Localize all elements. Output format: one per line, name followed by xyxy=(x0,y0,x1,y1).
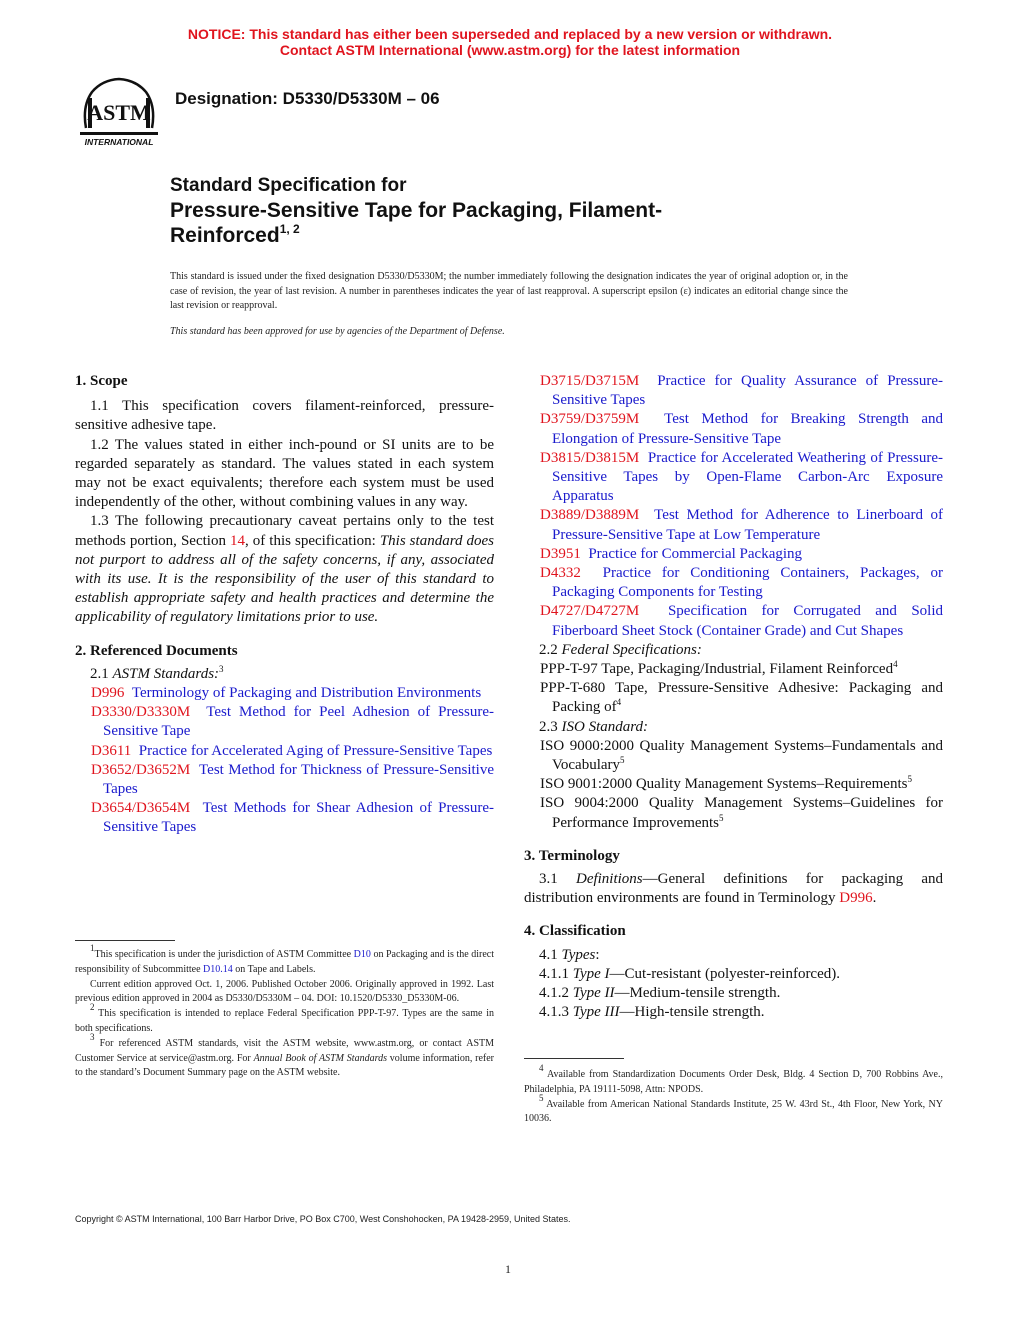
footnote-ref: 5 xyxy=(620,755,625,766)
scope-1-3 xyxy=(75,512,494,627)
federal-specs-label xyxy=(524,641,943,660)
designation: Designation: D5330/D5330M – 06 xyxy=(175,89,440,108)
ref-code[interactable]: D4727/D4727M xyxy=(540,603,640,620)
astm-logo xyxy=(78,76,160,148)
type-ii xyxy=(524,984,943,1003)
edition-note: Current edition approved Oct. 1, 2006. Published October 2006. Originally approved in 1992. Last previous edition approved in 2004 as D5330/D5330M – 04. DOI: 10.1520/D5330_D5330M-06. xyxy=(75,978,494,1005)
ref-code[interactable]: D3715/D3715M xyxy=(540,373,640,389)
ref-code[interactable]: D3654/D3654M xyxy=(91,800,191,817)
ref-code[interactable]: D4332 xyxy=(540,565,581,582)
scope-1-3-text-a: 1.3 The following precautionary caveat pertains only to the test methods portion, Section xyxy=(75,513,494,549)
ref-d3330[interactable] xyxy=(75,703,494,741)
dod-approval-note: This standard has been approved for use by agencies of the Department of Defense. xyxy=(170,326,505,337)
ref-d3654[interactable] xyxy=(75,799,494,837)
footnote-marker: 5 xyxy=(539,1092,544,1103)
ref-d3759[interactable] xyxy=(524,410,943,448)
notice-line-2: Contact ASTM International (www.astm.org) for the latest information xyxy=(279,42,741,58)
footnote-5-text: Available from American National Standards Institute, 25 W. 43rd St., 4th Floor, New York, NY 10036. xyxy=(524,1098,943,1125)
iso-9004 xyxy=(524,794,943,832)
ref-code[interactable]: D3611 xyxy=(91,742,132,759)
ref-title[interactable]: Practice for Conditioning Containers, Packages, or Packaging Components for Testing xyxy=(552,565,943,601)
ref-title[interactable]: Terminology of Packaging and Distribution Environments xyxy=(131,685,482,702)
document-title xyxy=(170,174,870,248)
footnote-3 xyxy=(75,1031,494,1081)
terminology-text: —General definitions for packaging and distribution environments are found in Terminology xyxy=(524,871,943,907)
terminology-d996-link[interactable]: D996 xyxy=(839,890,873,907)
title-line-1: Standard Specification for xyxy=(170,175,407,196)
footnote-ref: 5 xyxy=(907,774,912,785)
terminology-end: . xyxy=(872,890,877,907)
ref-title[interactable]: Practice for Accelerated Aging of Pressure-Sensitive Tapes xyxy=(138,742,493,759)
footnote-marker: 3 xyxy=(90,1031,95,1042)
section-3-heading: 3. Terminology xyxy=(524,847,620,864)
type-num: 4.1.2 xyxy=(539,985,573,1002)
title-footnote-refs: 1, 2 xyxy=(279,222,300,236)
ref-d3715[interactable] xyxy=(524,372,943,410)
footnote-2 xyxy=(75,1002,494,1037)
section-2-heading: 2. Referenced Documents xyxy=(75,642,238,659)
iso-spec-text: ISO 9004:2000 Quality Management Systems–Guidelines for Performance Improvements xyxy=(540,795,943,831)
scope-1-2: 1.2 The values stated in either inch-pound or SI units are to be regarded separately as standard. The values stated in each system may not be exact equivalents; therefore each system must be used independently of the other, without combining values in any way. xyxy=(75,436,494,511)
type-name: Type I xyxy=(572,965,610,982)
section-14-link[interactable]: 14 xyxy=(229,532,245,549)
scope-1-1: 1.1 This specification covers filament-reinforced, pressure-sensitive adhesive tape. xyxy=(75,398,494,434)
ref-d3611[interactable] xyxy=(75,742,494,761)
type-desc: —High-tensile strength. xyxy=(619,1004,765,1021)
footnote-marker: 2 xyxy=(90,1002,95,1013)
federal-label-num: 2.2 xyxy=(539,641,562,658)
footnote-3-text-b: volume information, refer to the standard’s Document Summary page on the ASTM website. xyxy=(75,1052,494,1079)
type-i xyxy=(524,965,943,984)
types-label xyxy=(524,946,943,965)
terminology-3-1 xyxy=(524,870,943,908)
astm-label-text: ASTM Standards: xyxy=(112,665,220,682)
astm-label-num: 2.1 xyxy=(90,665,113,682)
right-column xyxy=(524,372,943,1023)
ref-d4727[interactable] xyxy=(524,602,943,640)
footnotes-right xyxy=(524,1063,943,1127)
ref-d4332[interactable] xyxy=(524,564,943,602)
type-num: 4.1.1 xyxy=(539,965,573,982)
section-4-heading: 4. Classification xyxy=(524,923,626,940)
annual-book-title: Annual Book of ASTM Standards xyxy=(253,1052,387,1064)
astm-label-sup: 3 xyxy=(219,663,224,674)
iso-label-text: ISO Standard: xyxy=(561,718,649,735)
committee-d10-link[interactable]: D10 xyxy=(353,949,371,960)
footnote-4 xyxy=(524,1063,943,1098)
footnote-2-text: This specification is intended to replace Federal Specification PPP-T-97. Types are the same in both specifications. xyxy=(75,1008,494,1034)
iso-9001 xyxy=(524,775,943,794)
logo-letters: ASTM xyxy=(87,100,151,125)
astm-standards-label xyxy=(75,665,494,684)
preamble: This standard is issued under the fixed designation D5330/D5330M; the number immediately following the designation indicates the year of original adoption or, in the case of revision, the year of last revision. A number in parentheses indicates the year of last reapproval. A superscript epsilon (ε) indicates an editorial change since the last revision or reapproval. xyxy=(170,271,848,311)
ref-d3652[interactable] xyxy=(75,761,494,799)
ref-title[interactable]: Test Method for Adherence to Linerboard of Pressure-Sensitive Tape at Low Temperature xyxy=(552,507,943,543)
ref-title[interactable]: Test Methods for Shear Adhesion of Pressure-Sensitive Tapes xyxy=(103,800,494,836)
footnote-1-text-c: on Tape and Labels. xyxy=(232,963,316,975)
ref-title[interactable]: Test Method for Thickness of Pressure-Sensitive Tapes xyxy=(103,761,495,798)
ref-d3889[interactable] xyxy=(524,506,943,544)
iso-spec-text: ISO 9001:2000 Quality Management Systems–Requirements xyxy=(540,776,908,793)
ref-code[interactable]: D3889/D3889M xyxy=(540,507,640,524)
footnote-1-text-b: on Packaging and is the direct responsibility of Subcommittee xyxy=(75,949,494,975)
footnote-rule-left xyxy=(75,940,175,941)
type-name: Type II xyxy=(572,985,615,1002)
iso-label-num: 2.3 xyxy=(539,718,562,735)
footnote-3-text-a: For referenced ASTM standards, visit the ASTM website, www.astm.org, or contact ASTM Customer Service at service@astm.org. For xyxy=(75,1037,494,1064)
ref-d3815[interactable] xyxy=(524,449,943,507)
ref-code[interactable]: D3815/D3815M xyxy=(540,449,640,466)
footnote-marker: 1 xyxy=(90,943,95,953)
type-name: Type III xyxy=(572,1004,620,1021)
footnote-5 xyxy=(524,1092,943,1128)
copyright-line: Copyright © ASTM International, 100 Barr Harbor Drive, PO Box C700, West Conshohocken, PA 19428-2959, United States. xyxy=(75,1214,571,1224)
iso-9000 xyxy=(524,737,943,775)
section-1-heading: 1. Scope xyxy=(75,373,128,389)
types-end: : xyxy=(595,946,600,963)
federal-ppp-t-680 xyxy=(524,679,943,717)
ref-code[interactable]: D3652/D3652M xyxy=(91,761,191,778)
footnotes-left xyxy=(75,943,494,1081)
ref-d996[interactable] xyxy=(75,684,494,703)
footnote-1 xyxy=(75,943,494,978)
iso-standard-label xyxy=(524,718,943,737)
notice-line-1: NOTICE: This standard has either been superseded and replaced by a new version or withdrawn. xyxy=(187,26,833,42)
ref-code[interactable]: D3951 xyxy=(540,545,581,562)
left-column xyxy=(75,372,494,838)
footnote-1-text-a: This specification is under the jurisdiction of ASTM Committee xyxy=(94,949,354,960)
ref-title[interactable]: Practice for Commercial Packaging xyxy=(588,545,803,562)
title-line-2: Pressure-Sensitive Tape for Packaging, Filament- xyxy=(170,199,663,222)
type-desc: —Medium-tensile strength. xyxy=(614,985,781,1002)
logo-subtext: INTERNATIONAL xyxy=(84,137,154,147)
terminology-term: Definitions xyxy=(575,871,643,888)
subcommittee-d10-14-link[interactable]: D10.14 xyxy=(203,963,233,975)
type-num: 4.1.3 xyxy=(539,1004,573,1021)
federal-spec-text: PPP-T-97 Tape, Packaging/Industrial, Filament Reinforced xyxy=(540,661,894,678)
ref-title[interactable]: Test Method for Peel Adhesion of Pressure-Sensitive Tape xyxy=(103,704,494,740)
footnote-4-text: Available from Standardization Documents Order Desk, Bldg. 4 Section D, 700 Robbins Ave., Philadelphia, PA 19111-5098, Attn: NPODS. xyxy=(524,1069,943,1095)
page-number: 1 xyxy=(505,1262,511,1276)
scope-1-3-text-b: , of this specification: xyxy=(244,532,380,549)
federal-label-text: Federal Specifications: xyxy=(561,641,702,658)
terminology-num: 3.1 xyxy=(539,871,576,888)
footnote-ref: 5 xyxy=(719,812,724,823)
safety-caveat: This standard does not purport to address all of the safety concerns, if any, associated with its use. It is the responsibility of the user of this standard to establish appropriate safety and health practices and determine the applicability of regulatory limitations prior to use. xyxy=(75,532,494,626)
title-line-3-text: Reinforced xyxy=(170,224,280,247)
federal-spec-text: PPP-T-680 Tape, Pressure-Sensitive Adhesive: Packaging and Packing of xyxy=(540,680,943,716)
ref-code[interactable]: D3759/D3759M xyxy=(540,411,640,428)
ref-title[interactable]: Practice for Quality Assurance of Pressure-Sensitive Tapes xyxy=(552,373,944,409)
type-desc: —Cut-resistant (polyester-reinforced). xyxy=(609,965,840,982)
iso-spec-text: ISO 9000:2000 Quality Management Systems–Fundamentals and Vocabulary xyxy=(540,737,943,774)
federal-ppp-t-97 xyxy=(524,660,943,679)
ref-d3951[interactable] xyxy=(524,545,943,564)
type-iii xyxy=(524,1003,943,1022)
ref-code[interactable]: D3330/D3330M xyxy=(91,704,191,721)
types-num: 4.1 xyxy=(539,946,562,963)
footnote-marker: 4 xyxy=(539,1063,544,1073)
types-text: Types xyxy=(561,946,596,963)
ref-title[interactable]: Practice for Accelerated Weathering of Pressure-Sensitive Tapes by Open-Flame Carbon-Arc Exposure Apparatus xyxy=(552,449,943,505)
footnote-ref: 4 xyxy=(616,697,622,708)
ref-title[interactable]: Test Method for Breaking Strength and Elongation of Pressure-Sensitive Tape xyxy=(552,411,944,447)
title-line-3 xyxy=(170,223,870,248)
withdrawn-notice xyxy=(0,26,1020,58)
footnote-ref: 4 xyxy=(893,659,898,670)
footnote-rule-right xyxy=(524,1058,624,1059)
ref-title[interactable]: Specification for Corrugated and Solid Fiberboard Sheet Stock (Container Grade) and Cut Shapes xyxy=(552,603,943,639)
ref-code[interactable]: D996 xyxy=(91,685,125,702)
